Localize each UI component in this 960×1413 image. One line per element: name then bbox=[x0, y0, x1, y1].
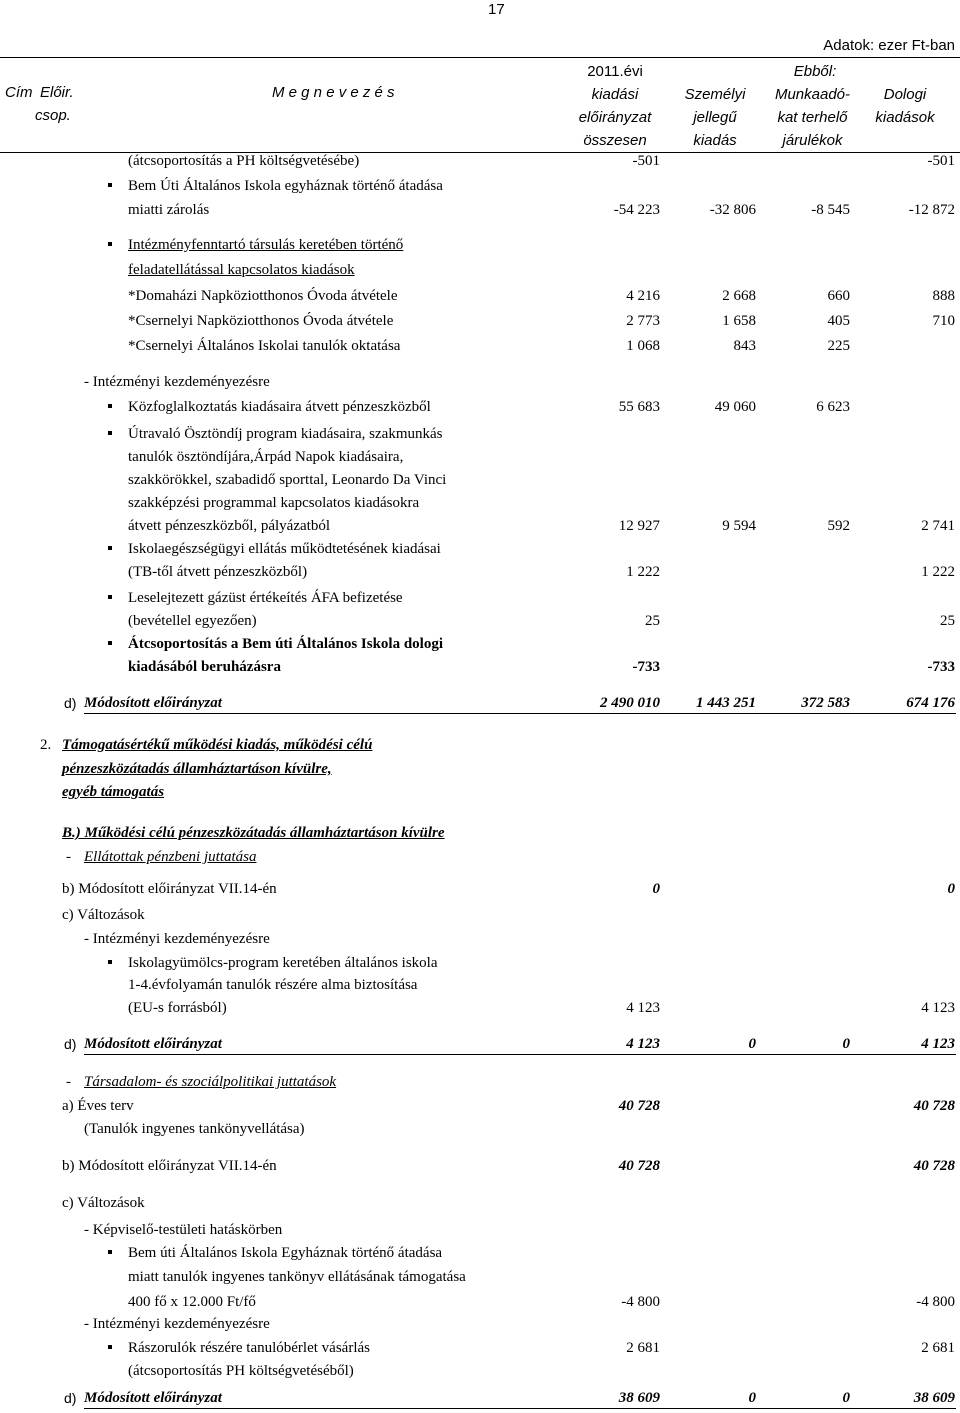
row6-szemelyi: 843 bbox=[733, 338, 756, 354]
d1-label: Módosított előirányzat bbox=[84, 1036, 222, 1052]
tarsadalom-label: Társadalom- és szociálpolitikai juttatások bbox=[84, 1074, 337, 1090]
col-szemelyi: Személyi jellegű kiadás bbox=[684, 86, 746, 149]
row9-szemelyi: 9 594 bbox=[722, 518, 756, 534]
row4-munkaado: 660 bbox=[827, 288, 850, 304]
section2-number: 2. bbox=[40, 737, 52, 753]
b-mod2-total: 40 728 bbox=[618, 1158, 660, 1174]
dash-tarsadalom: - bbox=[66, 1074, 71, 1090]
row-bem-label2: miatti zárolás bbox=[128, 202, 210, 218]
row-utravalo-line1: Útravaló Ösztöndíj program kiadásaira, szakmunkás bbox=[128, 426, 443, 442]
page-number: 17 bbox=[488, 1, 505, 18]
row9-dologi: 2 741 bbox=[921, 518, 955, 534]
bem-tankonyv-total: -4 800 bbox=[621, 1294, 660, 1310]
b-mod-total: 0 bbox=[652, 881, 660, 897]
row8-munkaado: 6 623 bbox=[816, 399, 850, 415]
row-atcsoportositas-label: (átcsoportosítás a PH költségvetésébe) bbox=[128, 153, 360, 169]
b-mod-label: b) Módosított előirányzat VII.14-én bbox=[62, 881, 277, 897]
eves-terv-label: a) Éves terv bbox=[62, 1098, 134, 1114]
row-intezmenyfenntarto-label: Intézményfenntartó társulás keretében történő bbox=[128, 237, 404, 253]
bullet-icon bbox=[108, 960, 112, 964]
d1-szemelyi: 0 bbox=[748, 1036, 756, 1052]
row-iskolaegeszsegugyi-label2: (TB-től átvett pénzeszközből) bbox=[128, 564, 308, 580]
eves-dologi: 40 728 bbox=[913, 1098, 955, 1114]
row12-total: -733 bbox=[632, 659, 660, 675]
bullet-icon bbox=[108, 242, 112, 246]
row-atcsoportositas-bem-label2: kiadásából beruházásra bbox=[128, 659, 281, 675]
col-dologi: Dologi kiadások bbox=[875, 86, 935, 126]
intezmenyi2-label: - Intézményi kezdeményezésre bbox=[84, 1316, 270, 1332]
col-total: 2011.évi kiadási előirányzat összesen bbox=[578, 63, 652, 149]
row4-total: 4 216 bbox=[626, 288, 660, 304]
row4-szemelyi: 2 668 bbox=[722, 288, 756, 304]
row2-szemelyi: -32 806 bbox=[709, 202, 756, 218]
iskolagyumolcs-line2: 1-4.évfolyamán tanulók részére alma biztosítása bbox=[128, 977, 418, 993]
section2-title-line1: Támogatásértékű működési kiadás, működési célú bbox=[62, 737, 373, 753]
row10-total: 1 222 bbox=[626, 564, 660, 580]
d2-dologi: 38 609 bbox=[913, 1390, 955, 1406]
d2-total: 38 609 bbox=[618, 1390, 660, 1406]
section-b-title: B.) Működési célú pénzeszközátadás államháztartáson kívülre bbox=[62, 825, 445, 841]
d2-underline bbox=[84, 1408, 956, 1409]
col-megnevezes: M e g n e v e z é s bbox=[272, 84, 395, 101]
row-csernelyi-ovoda-label: *Csernelyi Napköziotthonos Óvoda átvétele bbox=[128, 313, 394, 329]
b-mod2-label: b) Módosított előirányzat VII.14-én bbox=[62, 1158, 277, 1174]
d1-munkaado: 0 bbox=[842, 1036, 850, 1052]
row-leselejtezett-label2: (bevétellel egyezően) bbox=[128, 613, 257, 629]
row-iskolaegeszsegugyi-label: Iskolaegészségügyi ellátás működtetésének kiadásai bbox=[128, 541, 441, 557]
row10-dologi: 1 222 bbox=[921, 564, 955, 580]
row-bem-label: Bem Úti Általános Iskola egyháznak történő átadása bbox=[128, 178, 443, 194]
row1-total: -501 bbox=[632, 153, 660, 169]
row5-total: 2 773 bbox=[626, 313, 660, 329]
d1-underline bbox=[84, 1054, 956, 1055]
row11-total: 25 bbox=[645, 613, 660, 629]
iskolagyumolcs-line3: (EU-s forrásból) bbox=[128, 1000, 227, 1016]
intezmenyi-label: - Intézményi kezdeményezésre bbox=[84, 931, 270, 947]
d1-total: 4 123 bbox=[626, 1036, 660, 1052]
row-intezmenyi-label: - Intézményi kezdeményezésre bbox=[84, 374, 270, 390]
iskolagyumolcs-dologi: 4 123 bbox=[921, 1000, 955, 1016]
row-atcsoportositas-bem-label: Átcsoportosítás a Bem úti Általános Iskola dologi bbox=[128, 636, 444, 652]
row-csernelyi-iskola-label: *Csernelyi Általános Iskolai tanulók oktatása bbox=[128, 338, 401, 354]
c-valtozasok-label: c) Változások bbox=[62, 907, 145, 923]
bullet-icon bbox=[108, 641, 112, 645]
row13-total: 2 490 010 bbox=[600, 695, 660, 711]
bem-tankonyv-dologi: -4 800 bbox=[916, 1294, 955, 1310]
row-utravalo-line4: szakképzési programmal kapcsolatos kiadásokra bbox=[128, 495, 420, 511]
row-intezmenyfenntarto-label2: feladatellátással kapcsolatos kiadások bbox=[128, 262, 355, 278]
modositott-eloiranyzat-label: Módosított előirányzat bbox=[84, 695, 222, 711]
bullet-icon bbox=[108, 546, 112, 550]
bullet-icon bbox=[108, 1345, 112, 1349]
header-top-rule bbox=[0, 57, 960, 58]
bullet-icon bbox=[108, 183, 112, 187]
row2-munkaado: -8 545 bbox=[811, 202, 850, 218]
raszorulok-line2: (átcsoportosítás PH költségvetéséből) bbox=[128, 1363, 354, 1379]
raszorulok-dologi: 2 681 bbox=[921, 1340, 955, 1356]
b-mod-dologi: 0 bbox=[947, 881, 955, 897]
row8-total: 55 683 bbox=[618, 399, 660, 415]
row13-munkaado: 372 583 bbox=[801, 695, 850, 711]
row5-szemelyi: 1 658 bbox=[722, 313, 756, 329]
units-note: Adatok: ezer Ft-ban bbox=[823, 37, 955, 54]
d2-prefix: d) bbox=[64, 1390, 77, 1406]
iskolagyumolcs-total: 4 123 bbox=[626, 1000, 660, 1016]
col-cim-csop: csop. bbox=[35, 107, 71, 124]
row13-szemelyi: 1 443 251 bbox=[696, 695, 756, 711]
d-prefix: d) bbox=[64, 695, 77, 711]
row12-dologi: -733 bbox=[927, 659, 955, 675]
bem-tankonyv-line2: miatt tanulók ingyenes tankönyv ellátásának támogatása bbox=[128, 1269, 466, 1285]
d2-szemelyi: 0 bbox=[748, 1390, 756, 1406]
d2-munkaado: 0 bbox=[842, 1390, 850, 1406]
bem-tankonyv-line1: Bem úti Általános Iskola Egyháznak történő átadása bbox=[128, 1245, 443, 1261]
c-valtozasok2-label: c) Változások bbox=[62, 1195, 145, 1211]
row6-total: 1 068 bbox=[626, 338, 660, 354]
row-leselejtezett-label: Leselejtezett gázüst értékeítés ÁFA befizetése bbox=[128, 590, 403, 606]
row5-munkaado: 405 bbox=[827, 313, 850, 329]
eves-terv-sub: (Tanulók ingyenes tankönyvellátása) bbox=[84, 1121, 305, 1137]
kepviselo-label: - Képviselő-testületi hatáskörben bbox=[84, 1222, 283, 1238]
row6-munkaado: 225 bbox=[827, 338, 850, 354]
section2-title-line2: pénzeszközátadás államháztartáson kívülre, bbox=[62, 761, 332, 777]
col-cim: Cím bbox=[5, 84, 33, 101]
row4-dologi: 888 bbox=[932, 288, 955, 304]
row13-dologi: 674 176 bbox=[906, 695, 955, 711]
bullet-icon bbox=[108, 595, 112, 599]
row2-total: -54 223 bbox=[613, 202, 660, 218]
row11-dologi: 25 bbox=[940, 613, 955, 629]
dash-ellatottak: - bbox=[66, 849, 71, 865]
col-eloir: Előir. bbox=[40, 84, 74, 101]
col-munkaado: Munkaadó- kat terhelő járulékok bbox=[774, 86, 851, 149]
row-kozfoglalkoztatas-label: Közfoglalkoztatás kiadásaira átvett pénzeszközből bbox=[128, 399, 431, 415]
d1-prefix: d) bbox=[64, 1036, 77, 1052]
ellatottak-label: Ellátottak pénzbeni juttatása bbox=[84, 849, 257, 865]
bem-tankonyv-line3: 400 fő x 12.000 Ft/fő bbox=[128, 1294, 256, 1310]
bullet-icon bbox=[108, 431, 112, 435]
raszorulok-line1: Rászorulók részére tanulóbérlet vásárlás bbox=[128, 1340, 370, 1356]
row-utravalo-line3: szakkörökkel, szabadidő sporttal, Leonardo Da Vinci bbox=[128, 472, 447, 488]
total-underline bbox=[84, 713, 956, 714]
row9-total: 12 927 bbox=[618, 518, 660, 534]
row-utravalo-line5: átvett pénzeszközből, pályázatból bbox=[128, 518, 330, 534]
row2-dologi: -12 872 bbox=[908, 202, 955, 218]
d1-dologi: 4 123 bbox=[921, 1036, 955, 1052]
row5-dologi: 710 bbox=[932, 313, 955, 329]
row8-szemelyi: 49 060 bbox=[714, 399, 756, 415]
d2-label: Módosított előirányzat bbox=[84, 1390, 222, 1406]
row-domahazi-label: *Domaházi Napköziotthonos Óvoda átvétele bbox=[128, 288, 398, 304]
raszorulok-total: 2 681 bbox=[626, 1340, 660, 1356]
section2-title-line3: egyéb támogatás bbox=[62, 784, 165, 800]
row9-munkaado: 592 bbox=[827, 518, 850, 534]
b-mod2-dologi: 40 728 bbox=[913, 1158, 955, 1174]
row-utravalo-line2: tanulók ösztöndíjára,Árpád Napok kiadásaira, bbox=[128, 449, 404, 465]
bullet-icon bbox=[108, 1250, 112, 1254]
bullet-icon bbox=[108, 404, 112, 408]
iskolagyumolcs-line1: Iskolagyümölcs-program keretében általános iskola bbox=[128, 955, 438, 971]
row1-dologi: -501 bbox=[927, 153, 955, 169]
ebbol-label: Ebből: bbox=[793, 63, 837, 80]
eves-total: 40 728 bbox=[618, 1098, 660, 1114]
